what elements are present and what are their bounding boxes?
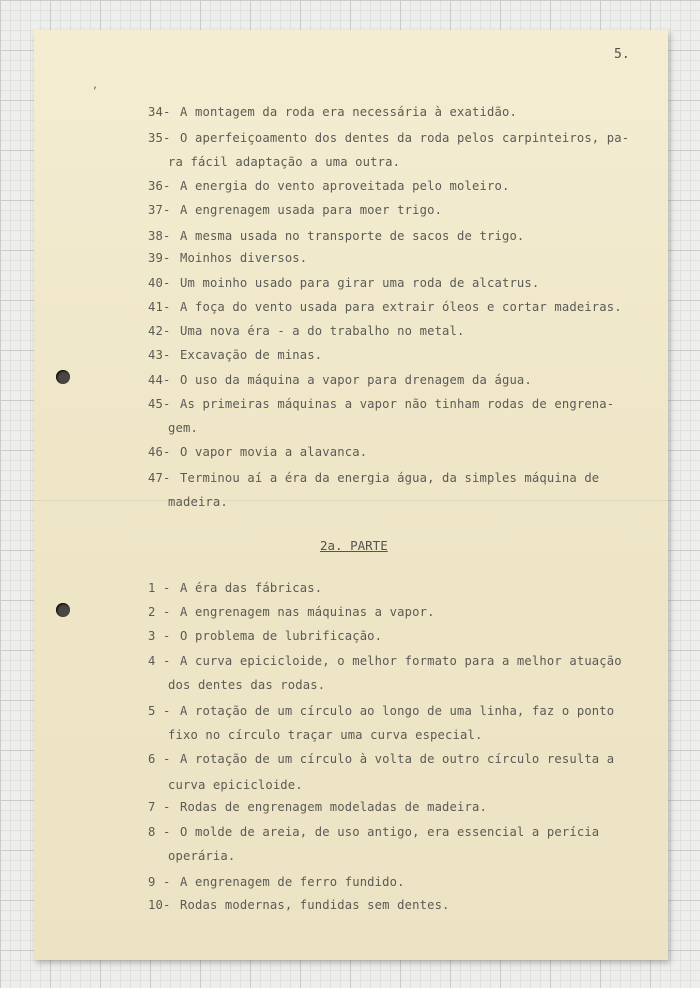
part-two-item-number: 7 - bbox=[148, 800, 171, 814]
item-number: 35- bbox=[148, 131, 171, 145]
item-text: Moinhos diversos. bbox=[180, 251, 308, 265]
item-text: As primeiras máquinas a vapor não tinham rodas de engrena- bbox=[180, 397, 615, 411]
part-two-item-number: 10- bbox=[148, 898, 171, 912]
item-number: 40- bbox=[148, 276, 171, 290]
ink-mark: , bbox=[92, 80, 99, 91]
item-text: Uma nova éra - a do trabalho no metal. bbox=[180, 324, 465, 338]
part-two-item-number: 6 - bbox=[148, 752, 171, 766]
item-text: A mesma usada no transporte de sacos de trigo. bbox=[180, 229, 525, 243]
item-text: O uso da máquina a vapor para drenagem da água. bbox=[180, 373, 532, 387]
item-number: 37- bbox=[148, 203, 171, 217]
part-two-item-text: operária. bbox=[168, 849, 236, 863]
item-text: Um moinho usado para girar uma roda de alcatrus. bbox=[180, 276, 540, 290]
part-two-item-text: dos dentes das rodas. bbox=[168, 678, 326, 692]
part-two-item-number: 1 - bbox=[148, 581, 171, 595]
item-number: 46- bbox=[148, 445, 171, 459]
punch-hole bbox=[56, 370, 70, 384]
part-two-item-number: 5 - bbox=[148, 704, 171, 718]
item-number: 36- bbox=[148, 179, 171, 193]
item-number: 43- bbox=[148, 348, 171, 362]
part-two-item-text: A rotação de um círculo ao longo de uma linha, faz o ponto bbox=[180, 704, 615, 718]
item-number: 41- bbox=[148, 300, 171, 314]
item-text: O vapor movia a alavanca. bbox=[180, 445, 368, 459]
page-number: 5. bbox=[614, 47, 630, 62]
part-two-item-text: O molde de areia, de uso antigo, era essencial a perícia bbox=[180, 825, 600, 839]
part-two-item-number: 9 - bbox=[148, 875, 171, 889]
item-number: 45- bbox=[148, 397, 171, 411]
part-two-heading: 2a. PARTE bbox=[320, 538, 388, 553]
item-text: A engrenagem usada para moer trigo. bbox=[180, 203, 443, 217]
part-two-item-number: 8 - bbox=[148, 825, 171, 839]
item-text: gem. bbox=[168, 421, 198, 435]
item-text: A montagem da roda era necessária à exatidão. bbox=[180, 105, 517, 119]
item-text: A energia do vento aproveitada pelo moleiro. bbox=[180, 179, 510, 193]
item-text: madeira. bbox=[168, 495, 228, 509]
part-two-item-text: Rodas de engrenagem modeladas de madeira. bbox=[180, 800, 487, 814]
item-number: 34- bbox=[148, 105, 171, 119]
part-two-item-text: A engrenagem nas máquinas a vapor. bbox=[180, 605, 435, 619]
item-text: Excavação de minas. bbox=[180, 348, 323, 362]
part-two-item-text: A éra das fábricas. bbox=[180, 581, 323, 595]
part-two-item-text: curva epicicloide. bbox=[168, 778, 303, 792]
paper-fold bbox=[34, 500, 668, 501]
item-number: 47- bbox=[148, 471, 171, 485]
item-number: 39- bbox=[148, 251, 171, 265]
item-number: 44- bbox=[148, 373, 171, 387]
part-two-item-text: A curva epicicloide, o melhor formato para a melhor atuação bbox=[180, 654, 622, 668]
part-two-item-text: A engrenagem de ferro fundido. bbox=[180, 875, 405, 889]
part-two-item-number: 4 - bbox=[148, 654, 171, 668]
item-text: Terminou aí a éra da energia água, da simples máquina de bbox=[180, 471, 600, 485]
item-number: 38- bbox=[148, 229, 171, 243]
part-two-item-text: O problema de lubrificação. bbox=[180, 629, 383, 643]
item-text: A foça do vento usada para extrair óleos e cortar madeiras. bbox=[180, 300, 622, 314]
item-text: O aperfeiçoamento dos dentes da roda pelos carpinteiros, pa- bbox=[180, 131, 630, 145]
part-two-item-number: 2 - bbox=[148, 605, 171, 619]
part-two-item-text: A rotação de um círculo à volta de outro círculo resulta a bbox=[180, 752, 615, 766]
item-number: 42- bbox=[148, 324, 171, 338]
item-text: ra fácil adaptação a uma outra. bbox=[168, 155, 401, 169]
part-two-item-number: 3 - bbox=[148, 629, 171, 643]
punch-hole bbox=[56, 603, 70, 617]
typed-page bbox=[34, 30, 668, 960]
part-two-item-text: Rodas modernas, fundidas sem dentes. bbox=[180, 898, 450, 912]
part-two-item-text: fixo no círculo traçar uma curva especial. bbox=[168, 728, 483, 742]
